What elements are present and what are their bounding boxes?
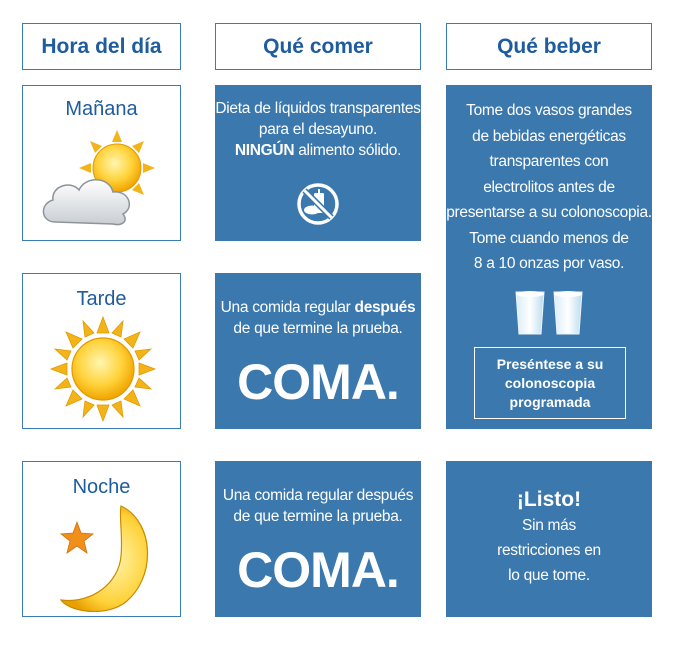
- header-what-to-drink: [446, 23, 652, 70]
- drink-panel: [446, 85, 652, 429]
- night-eat-line2: de que termine la prueba.: [233, 508, 403, 525]
- afternoon-label: Tarde: [76, 288, 127, 310]
- cta-line-3: programada: [509, 393, 591, 410]
- moon-star-icon: [37, 502, 167, 612]
- morning-eat-panel: [215, 85, 421, 241]
- sun-icon: [48, 314, 158, 424]
- drink-line-5: presentarse a su colonoscopia.: [446, 204, 652, 221]
- header-what-to-eat-label: Qué comer: [263, 34, 373, 58]
- night-eat-panel: [215, 461, 421, 617]
- morning-eat-line3-rest: alimento sólido.: [294, 142, 402, 159]
- header-time-of-day: [22, 23, 181, 70]
- afternoon-eat-line2: de que termine la prueba.: [233, 320, 403, 337]
- night-drink-line3: lo que tome.: [508, 567, 590, 584]
- morning-eat-line3: [215, 140, 421, 161]
- afternoon-eat-panel: [215, 273, 421, 429]
- afternoon-eat-line1: [215, 297, 421, 318]
- cta-line-1: Preséntese a su: [496, 355, 604, 372]
- morning-tile: [22, 85, 181, 241]
- night-drink-panel: [446, 461, 652, 617]
- morning-eat-line2: para el desayuno.: [258, 121, 378, 138]
- drink-line-3: transparentes con: [489, 153, 609, 170]
- sun-cloud-icon: [37, 130, 167, 230]
- drink-line-7: 8 a 10 onzas por vaso.: [473, 255, 625, 272]
- water-glasses-icon: [510, 288, 590, 338]
- header-what-to-eat: [215, 23, 421, 70]
- morning-eat-line1: Dieta de líquidos transparentes: [215, 100, 421, 117]
- afternoon-eat-big: COMA.: [237, 354, 399, 410]
- night-tile: [22, 461, 181, 617]
- afternoon-eat-line1-start: Una comida regular: [220, 299, 355, 316]
- drink-line-2: de bebidas energéticas: [472, 127, 626, 145]
- night-drink-title: ¡Listo!: [516, 488, 582, 511]
- night-label: Noche: [72, 476, 131, 498]
- drink-line-4: electrolitos antes de: [483, 178, 615, 196]
- no-food-icon: [296, 182, 340, 226]
- cta-line-2: colonoscopia: [504, 374, 596, 391]
- header-what-to-drink-label: Qué beber: [497, 34, 601, 58]
- drink-line-6: Tome cuando menos de: [469, 229, 629, 247]
- afternoon-eat-line1-bold: después: [354, 299, 416, 316]
- morning-label: Mañana: [65, 98, 138, 120]
- night-drink-line2: restricciones en: [497, 542, 601, 559]
- header-time-of-day-label: Hora del día: [41, 34, 162, 58]
- night-drink-line1: Sin más: [522, 517, 576, 534]
- scheduled-colonoscopy-box: [474, 347, 626, 419]
- morning-eat-bold: NINGÚN: [234, 142, 295, 159]
- afternoon-tile: [22, 273, 181, 429]
- night-eat-big: COMA.: [237, 542, 399, 598]
- night-eat-line1: Una comida regular después: [222, 487, 414, 504]
- drink-line-1: Tome dos vasos grandes: [466, 102, 632, 119]
